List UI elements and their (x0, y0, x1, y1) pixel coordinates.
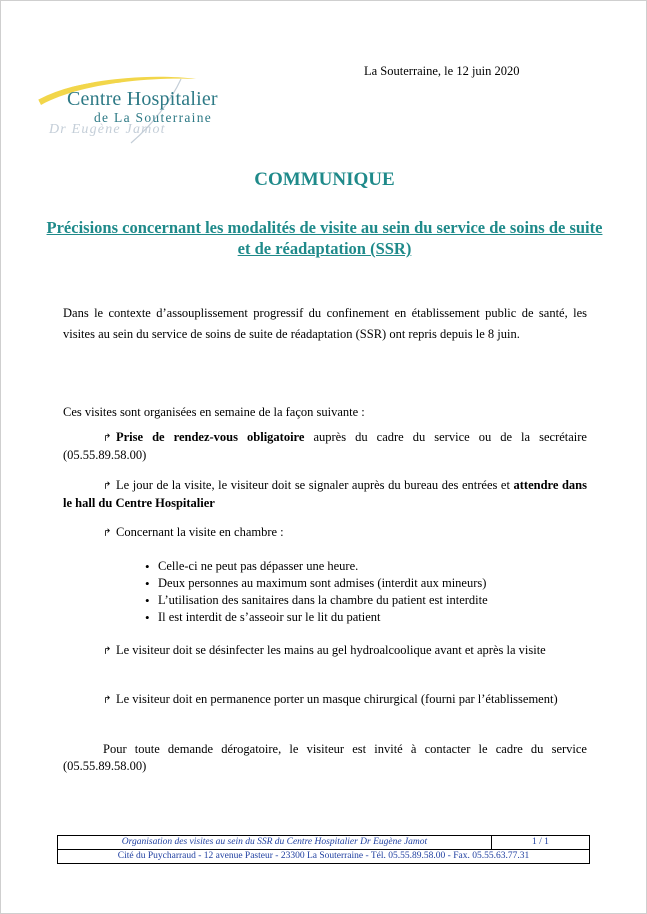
document-date: La Souterraine, le 12 juin 2020 (364, 64, 520, 78)
document-title: COMMUNIQUE (254, 169, 395, 190)
item-room-visit-text: Concernant la visite en chambre : (116, 525, 284, 539)
logo-name: Centre Hospitalier (67, 88, 218, 110)
hooked-arrow-icon: ↱ (103, 695, 112, 706)
list-item: • Il est interdit de s’asseoir sur le lit du patient (141, 609, 488, 626)
list-item: • L’utilisation des sanitaires dans la chambre du patient est interdite (141, 592, 488, 609)
hospital-logo (31, 71, 236, 151)
item-hand-hygiene (63, 642, 587, 660)
hooked-arrow-icon: ↱ (103, 433, 112, 444)
hooked-arrow-icon: ↱ (103, 646, 112, 657)
list-item: • Deux personnes au maximum sont admises (interdit aux mineurs) (141, 575, 488, 592)
item-appointment (63, 429, 587, 464)
closing-paragraph: Pour toute demande dérogatoire, le visiteur est invité à contacter le cadre du service (05.55.89.58.00) (63, 742, 587, 773)
item-appointment-bold: Prise de rendez-vous obligatoire (116, 430, 305, 444)
footer-address: Cité du Puycharraud - 12 avenue Pasteur - 23300 La Souterraine - Tél. 05.55.89.58.00 - Fax. 05.55.63.77.31 (117, 851, 530, 861)
document-subtitle: Précisions concernant les modalités de visite au sein du service de soins de suite et de réadaptation (SSR) (46, 218, 603, 258)
item-mask-text: Le visiteur doit en permanence porter un masque chirurgical (fourni par l’établissement) (116, 692, 558, 706)
item-appointment-text: auprès du cadre du service ou de la secrétaire (05.55.89.58.00) (63, 430, 587, 462)
item-arrival-bold: attendre dans le hall du Centre Hospitalier (63, 478, 587, 510)
intro-paragraph: Dans le contexte d’assouplissement progressif du confinement en établissement public de santé, les visites au sein du service de soins de suite de réadaptation (SSR) ont repris depuis le 8 juin. (63, 306, 587, 341)
hooked-arrow-icon: ↱ (103, 481, 112, 492)
item-arrival (63, 477, 587, 512)
page-footer (57, 835, 590, 864)
item-arrival-text: Le jour de la visite, le visiteur doit se signaler auprès du bureau des entrées et (116, 478, 514, 492)
item-room-visit (63, 524, 587, 542)
hooked-arrow-icon: ↱ (103, 528, 112, 539)
room-visit-rules (141, 558, 488, 626)
footer-page-number: 1 / 1 (532, 837, 549, 847)
item-mask (63, 691, 587, 709)
logo-location: de La Souterraine (94, 110, 213, 125)
footer-row-address (58, 849, 589, 863)
organisation-paragraph: Ces visites sont organisées en semaine de la façon suivante : (63, 405, 365, 419)
logo-watermark: Dr Eugène Jamot (49, 122, 166, 137)
footer-doc-title: Organisation des visites au sein du SSR du Centre Hospitalier Dr Eugène Jamot (58, 836, 492, 849)
list-item: • Celle-ci ne peut pas dépasser une heure. (141, 558, 488, 575)
item-hand-hygiene-text: Le visiteur doit se désinfecter les mains au gel hydroalcoolique avant et après la visite (116, 643, 546, 657)
footer-row-title (58, 836, 589, 849)
